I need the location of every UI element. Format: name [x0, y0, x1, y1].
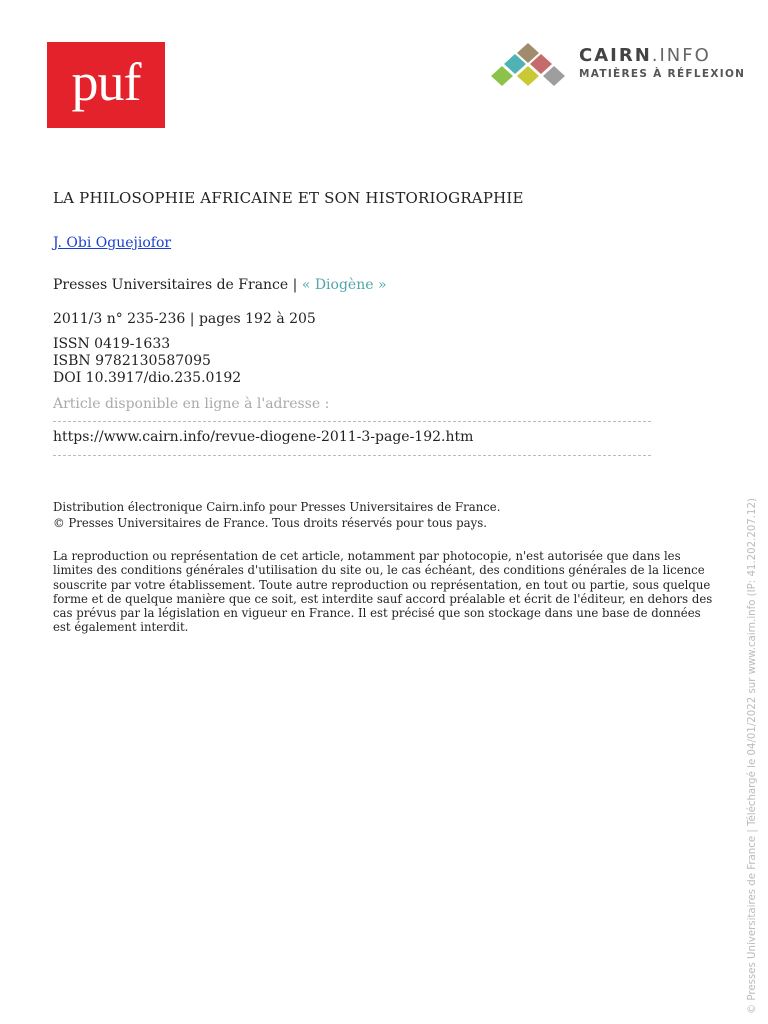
puf-logo [47, 42, 165, 128]
available-online-label: Article disponible en ligne à l'adresse : [53, 396, 330, 412]
legal-notice: La reproduction ou représentation de cet article, notamment par photocopie, n'est autorisée que dans les limites des conditions générales d'utilisation du site ou, le cas échéant, des conditions générales de la licence souscrite par votre établissement. Toute autre reproduction ou représentation, en tout ou partie, sous quelque forme et de quelque manière que ce soit, est interdite sauf accord préalable et écrit de l'éditeur, en dehors des cas prévus par la législation en vigueur en France. Il est précisé que son stockage dans une base de données est également interdit. [53, 549, 713, 635]
publisher-name: Presses Universitaires de France | [53, 277, 302, 293]
puf-logo-text: puf [71, 52, 141, 112]
cairn-name-suffix: .INFO [651, 45, 711, 66]
cairn-tagline: MATIÈRES À RÉFLEXION [579, 68, 746, 80]
issn: ISSN 0419-1633 [53, 336, 171, 352]
distribution-notice: Distribution électronique Cairn.info pour Presses Universitaires de France. [53, 500, 501, 514]
author-link[interactable]: J. Obi Oguejiofor [53, 235, 172, 251]
cairn-logo [488, 42, 746, 92]
divider-bottom [53, 455, 651, 456]
cairn-mosaic-icon [488, 42, 568, 92]
download-watermark: © Presses Universitaires de France | Téléchargé le 04/01/2022 sur www.cairn.info (IP: 41.202.207.12) [747, 498, 758, 1014]
issue-info: 2011/3 n° 235-236 | pages 192 à 205 [53, 311, 316, 327]
article-title: LA PHILOSOPHIE AFRICAINE ET SON HISTORIOGRAPHIE [53, 189, 524, 207]
doi: DOI 10.3917/dio.235.0192 [53, 370, 242, 386]
copyright-notice: © Presses Universitaires de France. Tous droits réservés pour tous pays. [53, 516, 487, 530]
isbn: ISBN 9782130587095 [53, 353, 211, 369]
cairn-name [579, 45, 711, 66]
journal-link[interactable]: « Diogène » [301, 277, 387, 293]
publisher-line [53, 277, 387, 293]
cairn-name-main: CAIRN [579, 45, 652, 66]
article-url-link[interactable]: https://www.cairn.info/revue-diogene-2011-3-page-192.htm [53, 429, 474, 445]
divider-top [53, 421, 651, 422]
